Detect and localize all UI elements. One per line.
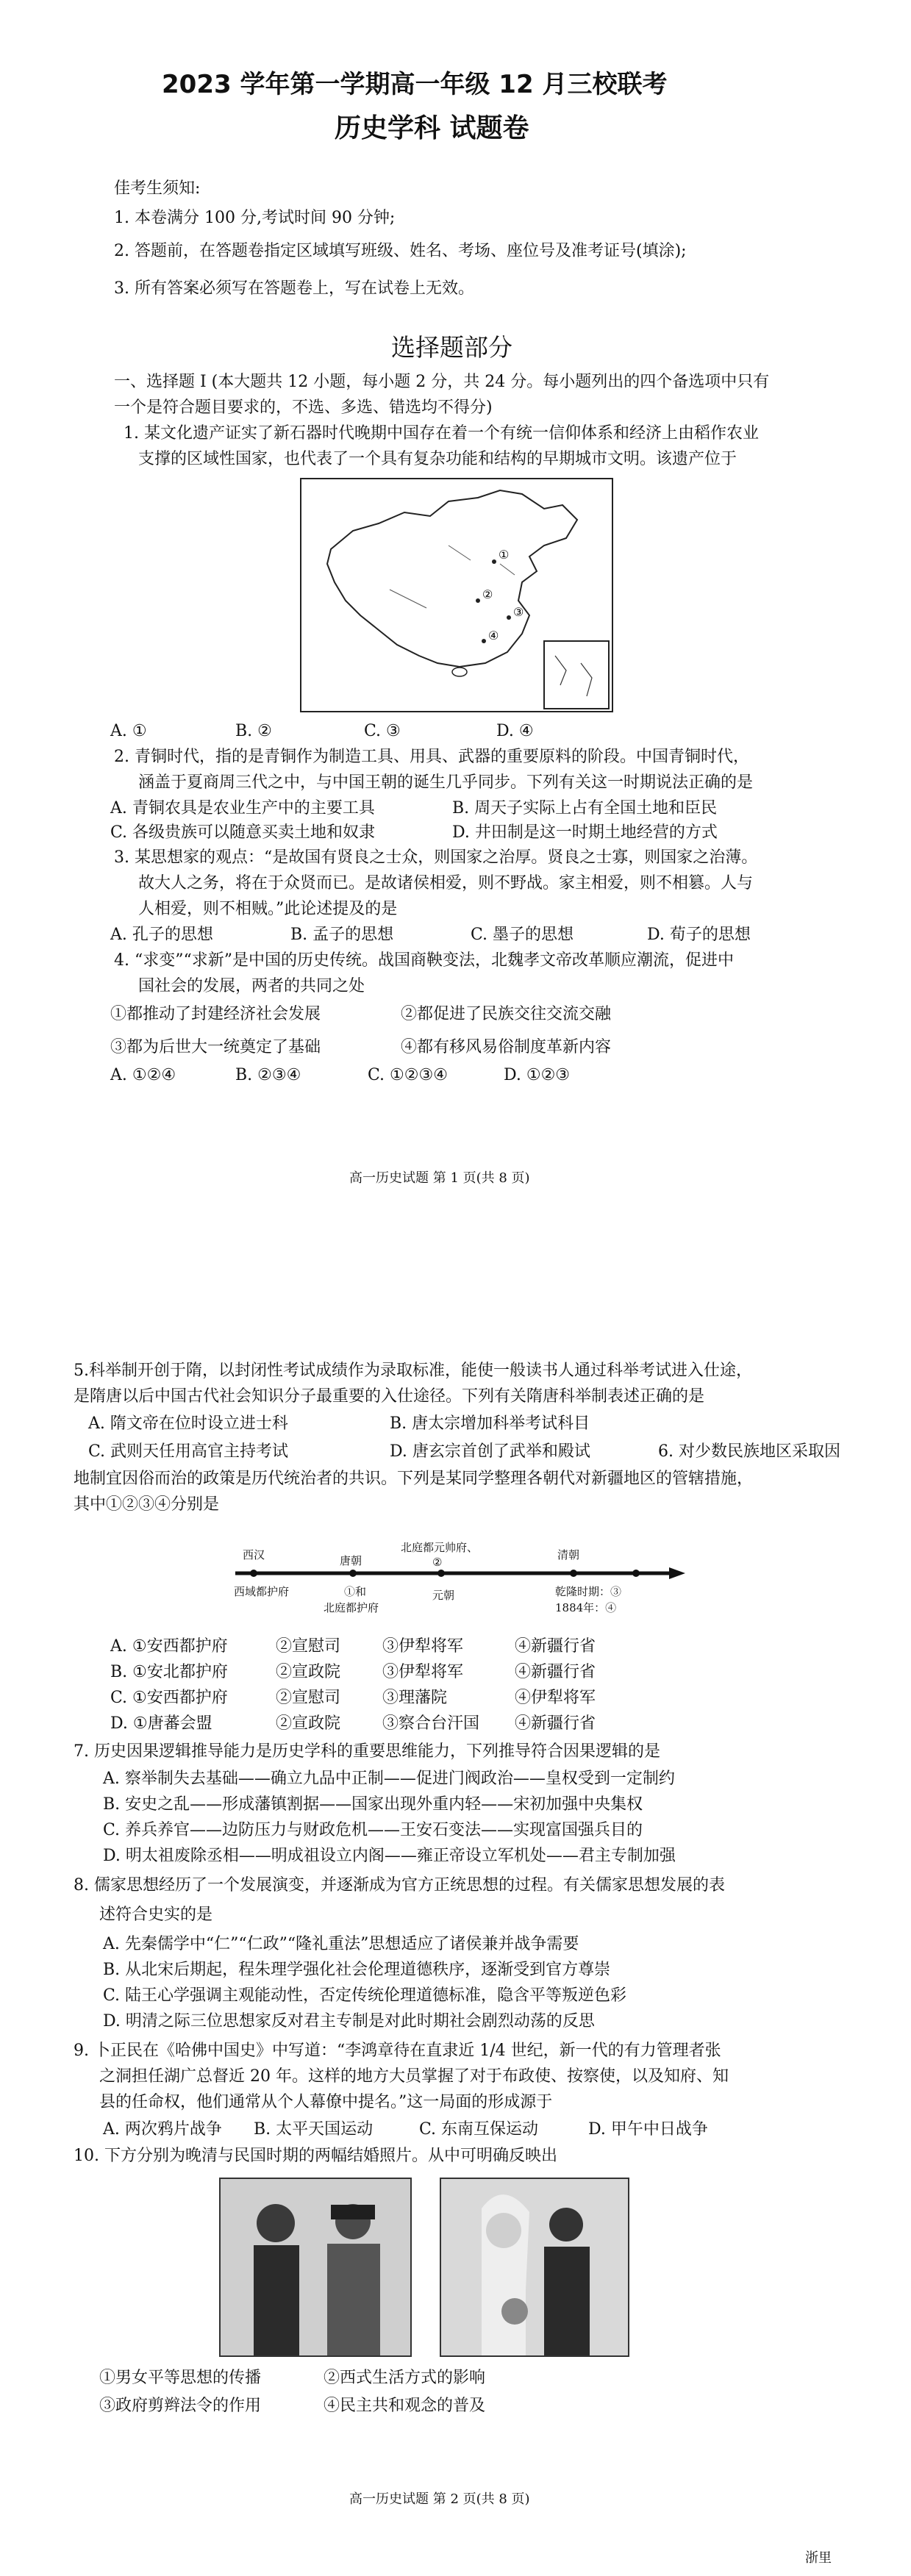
q6-option-b-2: ②宣政院	[276, 1663, 341, 1681]
q8-stem-2: 述符合史实的是	[99, 1906, 213, 1924]
timeline-label-2: ②	[432, 1556, 443, 1569]
q10-item-4: ④民主共和观念的普及	[324, 2397, 486, 2415]
q9-stem-2: 之洞担任湖广总督近 20 年。这样的地方大员掌握了对于布政使、按察使，以及知府、知	[99, 2067, 729, 2086]
q4-stem-1: 4. “求变”“求新”是中国的历史传统。战国商鞅变法，北魏孝文帝改革顺应潮流，促进中	[114, 951, 734, 970]
q7-option-d[interactable]: D. 明太祖废除丞相——明成祖设立内阁——雍正帝设立军机处——君主专制加强	[103, 1847, 676, 1865]
q6-option-b[interactable]: B. ①安北都护府	[110, 1663, 228, 1681]
timeline-label-beiting: 北庭都护府	[324, 1601, 379, 1614]
q2-stem-2: 涵盖于夏商周三代之中，与中国王朝的诞生几乎同步。下列有关这一时期说法正确的是	[138, 773, 754, 792]
q4-item-2: ②都促进了民族交往交流交融	[401, 1005, 612, 1023]
q10-stem-1: 10. 下方分别为晚清与民国时期的两幅结婚照片。从中可明确反映出	[74, 2147, 557, 2165]
section-intro-2: 一个是符合题目要求的，不选、多选、错选均不得分)	[114, 398, 493, 417]
q4-option-a[interactable]: A. ①②④	[110, 1066, 176, 1084]
q5-option-c[interactable]: C. 武则天任用高官主持考试	[88, 1442, 289, 1461]
q7-option-b[interactable]: B. 安史之乱——形成藩镇割据——国家出现外重内轻——宋初加强中央集权	[103, 1795, 643, 1814]
q6-option-d[interactable]: D. ①唐蕃会盟	[110, 1714, 212, 1733]
section-intro-1: 一、选择题 I (本大题共 12 小题，每小题 2 分，共 24 分。每小题列出的四个备选项中只有	[114, 373, 770, 391]
q2-option-c[interactable]: C. 各级贵族可以随意买卖土地和奴隶	[110, 823, 376, 842]
q2-stem-1: 2. 青铜时代，指的是青铜作为制造工具、用具、武器的重要原料的阶段。中国青铜时代，	[114, 748, 749, 766]
timeline-label-qing: 清朝	[557, 1548, 580, 1561]
q5-stem-2: 是隋唐以后中国古代社会知识分子最重要的入仕途径。下列有关隋唐科举制表述正确的是	[74, 1387, 705, 1406]
q3-option-d[interactable]: D. 荀子的思想	[647, 926, 751, 944]
q5-option-b[interactable]: B. 唐太宗增加科举考试科目	[390, 1414, 590, 1433]
section-title: 选择题部分	[391, 333, 512, 362]
q3-option-c[interactable]: C. 墨子的思想	[471, 926, 574, 944]
q5-option-a[interactable]: A. 隋文帝在位时设立进士科	[88, 1414, 288, 1433]
q6-option-c-2: ②宣慰司	[276, 1689, 341, 1707]
q4-option-d[interactable]: D. ①②③	[504, 1066, 571, 1084]
q7-option-c[interactable]: C. 养兵养官——边防压力与财政危机——王安石变法——实现富国强兵目的	[103, 1821, 643, 1839]
republic-couple-figure	[441, 2179, 628, 2355]
late-qing-wedding-photo	[219, 2178, 412, 2357]
notice-item-1: 1. 本卷满分 100 分,考试时间 90 分钟;	[114, 209, 396, 227]
q3-option-b[interactable]: B. 孟子的思想	[290, 926, 394, 944]
q8-option-c[interactable]: C. 陆王心学强调主观能动性，否定传统伦理道德标准，隐含平等叛逆色彩	[103, 1986, 627, 2005]
q4-option-b[interactable]: B. ②③④	[235, 1066, 301, 1084]
republic-era-wedding-photo	[440, 2178, 629, 2357]
corner-mark: 浙里	[805, 2550, 832, 2566]
notice-item-2: 2. 答题前，在答题卷指定区域填写班级、姓名、考场、座位号及准考证号(填涂);	[114, 242, 687, 260]
q9-option-c[interactable]: C. 东南互保运动	[419, 2120, 539, 2139]
q10-item-1: ①男女平等思想的传播	[99, 2369, 262, 2387]
q4-item-1: ①都推动了封建经济社会发展	[110, 1005, 321, 1023]
q8-option-d[interactable]: D. 明清之际三位思想家反对君主专制是对此时期社会剧烈动荡的反思	[103, 2012, 595, 2031]
q5-stem-1: 5.科举制开创于隋，以封闭性考试成绩作为录取标准，能使一般读书人通过科举考试进入仕途，	[74, 1362, 752, 1380]
q6-stem-2: 地制宜因俗而治的政策是历代统治者的共识。下列是某同学整理各朝代对新疆地区的管辖措施，	[74, 1470, 754, 1488]
q2-option-a[interactable]: A. 青铜农具是农业生产中的主要工具	[110, 799, 375, 817]
q2-option-b[interactable]: B. 周天子实际上占有全国土地和臣民	[452, 799, 718, 817]
timeline-label-beiting-yuanshuai: 北庭都元帅府、	[401, 1541, 479, 1554]
q6-option-c-3: ③理藩院	[382, 1689, 448, 1707]
page-footer-1: 高一历史试题 第 1 页(共 8 页)	[349, 1170, 530, 1186]
q1-option-c[interactable]: C. ③	[364, 722, 401, 740]
q3-stem-1: 3. 某思想家的观点：“是故国有贤良之士众，则国家之治厚。贤良之士寡，则国家之治薄。	[114, 848, 758, 867]
q4-item-4: ④都有移风易俗制度革新内容	[401, 1038, 612, 1056]
q9-option-a[interactable]: A. 两次鸦片战争	[103, 2120, 222, 2139]
timeline-label-xiyu: 西域都护府	[234, 1585, 290, 1598]
exam-subtitle: 历史学科 试题卷	[335, 113, 529, 143]
q10-item-2: ②西式生活方式的影响	[324, 2369, 486, 2387]
timeline-label-xihan: 西汉	[243, 1548, 265, 1561]
q9-stem-1: 9. 卜正民在《哈佛中国史》中写道：“李鸿章待在直隶近 1/4 世纪，新一代的有力管理者张	[74, 2042, 721, 2060]
timeline-label-1: ①和	[344, 1585, 367, 1598]
q6-option-d-2: ②宣政院	[276, 1714, 341, 1733]
china-map-outline	[301, 479, 612, 711]
q4-item-3: ③都为后世大一统奠定了基础	[110, 1038, 321, 1056]
exam-title: 2023 学年第一学期高一年级 12 月三校联考	[162, 70, 668, 99]
q9-stem-3: 县的任命权，他们通常从个人幕僚中提名。”这一局面的形成源于	[99, 2093, 553, 2111]
q1-stem-1: 1. 某文化遗产证实了新石器时代晚期中国存在着一个有统一信仰体系和经济上由稻作农业	[124, 424, 759, 443]
q6-option-c[interactable]: C. ①安西都护府	[110, 1689, 228, 1707]
q6-stem-3: 其中①②③④分别是	[74, 1495, 220, 1514]
q6-option-c-4: ④伊犁将军	[515, 1689, 596, 1707]
q4-stem-2: 国社会的发展，两者的共同之处	[138, 977, 365, 995]
q6-option-a-3: ③伊犁将军	[382, 1637, 464, 1656]
q6-option-a-4: ④新疆行省	[515, 1637, 596, 1656]
q8-option-a[interactable]: A. 先秦儒学中“仁”“仁政”“隆礼重法”思想适应了诸侯兼并战争需要	[103, 1935, 579, 1953]
timeline-label-yuan: 元朝	[432, 1589, 455, 1602]
q6-option-a-2: ②宣慰司	[276, 1637, 341, 1656]
china-map	[300, 478, 613, 712]
q9-option-b[interactable]: B. 太平天国运动	[254, 2120, 374, 2139]
q8-option-b[interactable]: B. 从北宋后期起，程朱理学强化社会伦理道德秩序，逐渐受到官方尊崇	[103, 1961, 611, 1979]
q8-stem-1: 8. 儒家思想经历了一个发展演变，并逐渐成为官方正统思想的过程。有关儒家思想发展的表	[74, 1876, 725, 1895]
q1-option-d[interactable]: D. ④	[496, 722, 534, 740]
timeline-label-tang: 唐朝	[340, 1554, 362, 1567]
q4-option-c[interactable]: C. ①②③④	[368, 1066, 448, 1084]
timeline-label-1884: 1884年：④	[555, 1601, 617, 1614]
q7-option-a[interactable]: A. 察举制失去基础——确立九品中正制——促进门阀政治——皇权受到一定制约	[103, 1770, 675, 1788]
q7-stem-1: 7. 历史因果逻辑推导能力是历史学科的重要思维能力，下列推导符合因果逻辑的是	[74, 1742, 660, 1761]
map-label-4: ④	[488, 629, 499, 643]
q1-option-b[interactable]: B. ②	[235, 722, 272, 740]
timeline-label-qianlong: 乾隆时期：③	[555, 1585, 622, 1598]
map-label-3: ③	[513, 605, 524, 619]
map-label-2: ②	[482, 587, 493, 601]
q2-option-d[interactable]: D. 井田制是这一时期土地经营的方式	[452, 823, 718, 842]
q6-option-d-4: ④新疆行省	[515, 1714, 596, 1733]
notice-heading: 佳考生须知:	[114, 179, 201, 198]
q6-option-b-3: ③伊犁将军	[382, 1663, 464, 1681]
q6-option-d-3: ③察合台汗国	[382, 1714, 480, 1733]
page-footer-2: 高一历史试题 第 2 页(共 8 页)	[349, 2491, 530, 2507]
q3-option-a[interactable]: A. 孔子的思想	[110, 926, 213, 944]
q10-item-3: ③政府剪辫法令的作用	[99, 2397, 262, 2415]
q1-stem-2: 支撑的区域性国家，也代表了一个具有复杂功能和结构的早期城市文明。该遗产位于	[138, 450, 737, 468]
map-label-1: ①	[499, 548, 510, 562]
q6-option-a[interactable]: A. ①安西都护府	[110, 1637, 228, 1656]
q6-option-b-4: ④新疆行省	[515, 1663, 596, 1681]
q6-stem-1: 6. 对少数民族地区采取因	[658, 1442, 840, 1461]
q5-option-d[interactable]: D. 唐玄宗首创了武举和殿试	[390, 1442, 590, 1461]
q3-stem-2: 故大人之务，将在于众贤而已。是故诸侯相爱，则不野战。家主相爱，则不相篡。人与	[138, 874, 754, 892]
q3-stem-3: 人相爱，则不相贼。”此论述提及的是	[138, 900, 398, 918]
q1-option-a[interactable]: A. ①	[110, 722, 147, 740]
q9-option-d[interactable]: D. 甲午中日战争	[588, 2120, 708, 2139]
late-qing-couple-figure	[221, 2179, 410, 2355]
notice-item-3: 3. 所有答案必须写在答题卷上，写在试卷上无效。	[114, 279, 474, 298]
